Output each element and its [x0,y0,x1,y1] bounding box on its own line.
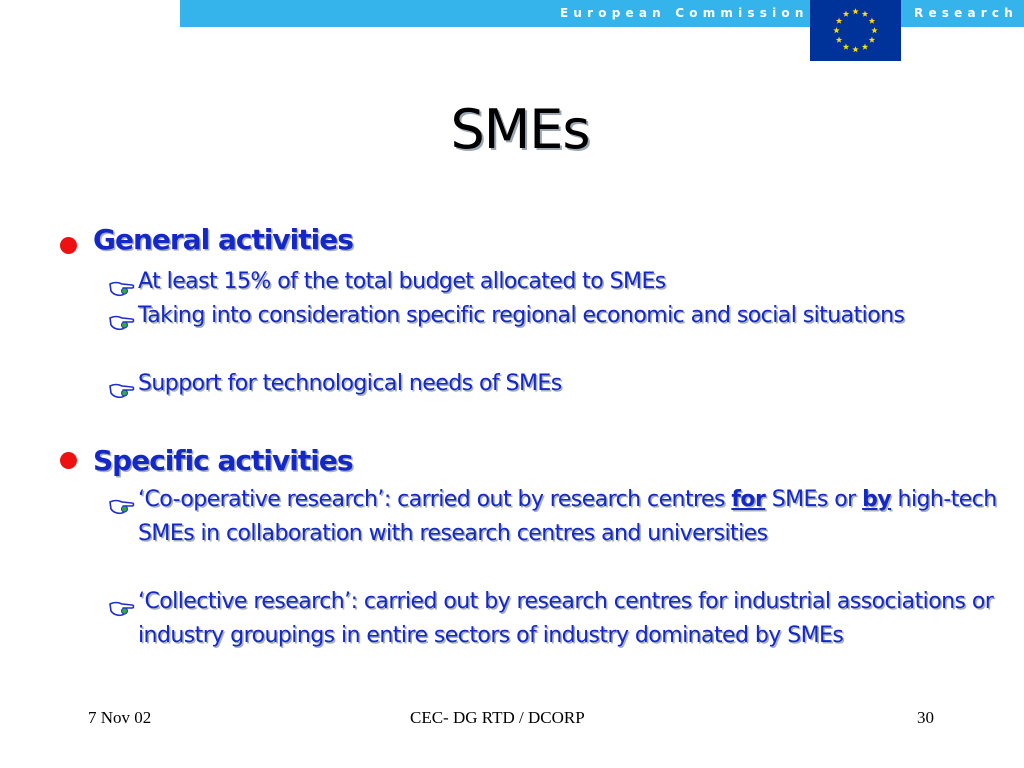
flag-star [836,18,842,24]
pointing-hand-icon [108,380,136,400]
flag-star [862,11,868,17]
footer-date: 7 Nov 02 [88,708,152,727]
list-item [138,483,1018,551]
flag-star [843,44,849,50]
pointing-hand-icon [108,312,136,332]
header-organization: European Commission [560,6,809,20]
slide-title: SMEs [450,98,590,161]
flag-star [871,27,877,33]
eu-flag-icon [810,0,901,61]
page-number: 30 [917,708,934,727]
bullet-dot-icon [60,452,77,469]
list-item: Taking into consideration specific regional economic and social situations [138,303,905,328]
emphasis-by: by [862,487,892,512]
flag-star [852,8,858,14]
flag-star [843,11,849,17]
pointing-hand-icon [108,278,136,298]
item-text: high-tech SMEs in collaboration with research centres and universities [138,487,997,546]
pointing-hand-icon [108,598,136,618]
emphasis-for: for [731,487,766,512]
flag-star [869,18,875,24]
flag-star [869,37,875,43]
flag-star [836,37,842,43]
header-directorate: Research [914,6,1018,20]
footer-source: CEC- DG RTD / DCORP [410,708,585,727]
flag-star [833,27,839,33]
bullet-dot-icon [60,237,77,254]
flag-star [852,46,858,52]
list-item: ‘Collective research’: carried out by research centres for industrial associations or industry groupings in entire sectors of industry dominated by SMEs [138,589,994,648]
list-item: At least 15% of the total budget allocated to SMEs [138,269,666,294]
pointing-hand-icon [108,496,136,516]
eu-flag-stars [810,0,901,61]
list-item: Support for technological needs of SMEs [138,371,562,396]
item-text: ‘Co-operative research’: carried out by research centres [138,487,732,512]
flag-star [862,44,868,50]
section-heading-general: General activities [93,223,353,256]
item-text: SMEs or [765,487,863,512]
section-heading-specific: Specific activities [93,444,353,477]
